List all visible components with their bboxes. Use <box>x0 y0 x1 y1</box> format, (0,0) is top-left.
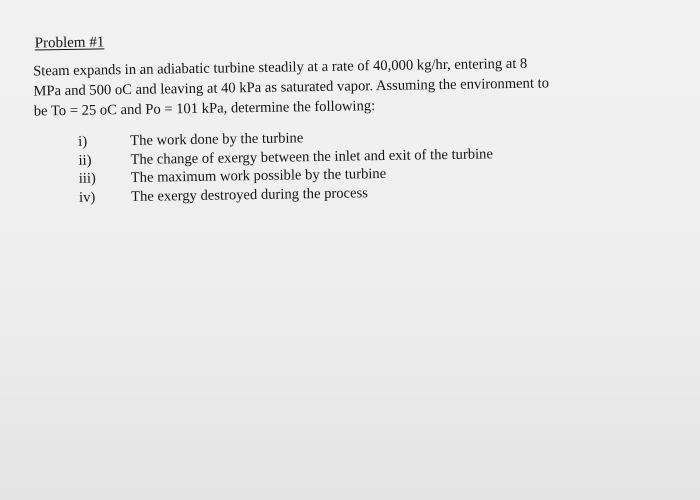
question-number: iv) <box>78 189 96 206</box>
statement-line: MPa and 500 oC and leaving at 40 kPa as saturated vapor. Assuming the environment to <box>33 75 550 100</box>
problem-title: Problem #1 <box>34 34 105 52</box>
statement-line: Steam expands in an adiabatic turbine steadily at a rate of 40,000 kg/hr, entering at 8 <box>33 55 528 80</box>
question-text: The work done by the turbine <box>130 130 304 149</box>
question-text: The change of exergy between the inlet and exit of the turbine <box>130 145 494 168</box>
question-number: i) <box>78 133 88 150</box>
question-number: ii) <box>78 152 92 169</box>
question-list <box>78 126 494 207</box>
problem-statement <box>33 51 674 121</box>
question-text: The maximum work possible by the turbine <box>130 165 387 186</box>
question-number: iii) <box>78 170 96 187</box>
question-text: The exergy destroyed during the process <box>130 184 369 205</box>
statement-line: be To = 25 oC and Po = 101 kPa, determine the following: <box>33 98 376 120</box>
